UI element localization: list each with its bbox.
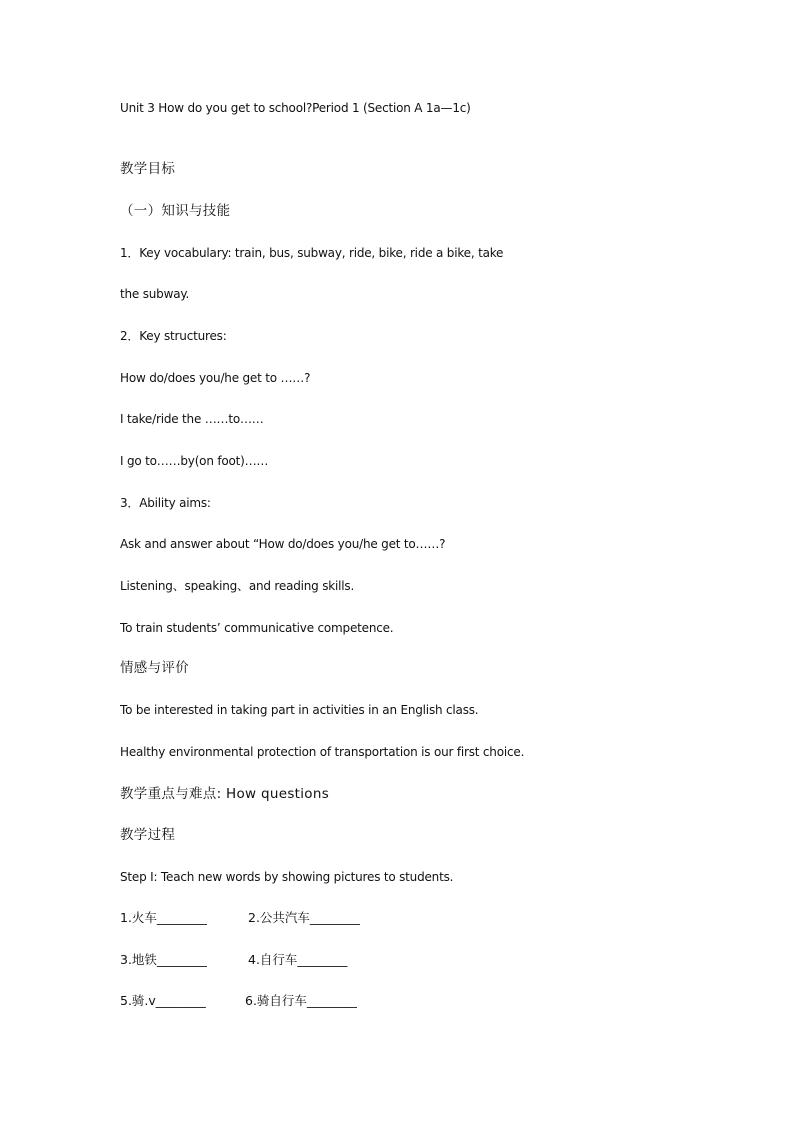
process-heading: 教学过程 — [120, 827, 176, 843]
structure-item-3: I go to……by(on foot)…… — [120, 454, 269, 468]
blank-item-6: 6.骑自行车________ — [245, 993, 357, 1008]
emotion-line-1: To be interested in taking part in activities in an English class. — [120, 703, 479, 717]
key-difficult-points: 教学重点与难点: How questions — [120, 786, 330, 802]
emotion-heading: 情感与评价 — [120, 660, 189, 676]
ability-aims-heading: 3．Ability aims: — [120, 496, 211, 510]
key-vocabulary-line-2: the subway. — [120, 287, 190, 301]
ability-item-3: To train students’ communicative competence. — [120, 621, 394, 635]
ability-item-1: Ask and answer about “How do/does you/he get to……? — [120, 537, 446, 551]
step-1: Step Ⅰ: Teach new words by showing pictures to students. — [120, 870, 454, 884]
objectives-heading: 教学目标 — [120, 161, 176, 177]
emotion-line-2: Healthy environmental protection of transportation is our first choice. — [120, 745, 525, 759]
blank-item-3: 3.地铁________ — [120, 952, 207, 967]
blank-item-2: 2.公共汽车________ — [248, 910, 360, 925]
key-structures-heading: 2．Key structures: — [120, 329, 227, 343]
blank-item-1: 1.火车________ — [120, 910, 207, 925]
structure-item-2: I take/ride the ……to…… — [120, 412, 264, 426]
ability-item-2: Listening、speaking、and reading skills. — [120, 579, 355, 593]
blank-item-4: 4.自行车________ — [248, 952, 348, 967]
page-title: Unit 3 How do you get to school?Period 1 (Section A 1a—1c) — [120, 101, 471, 115]
structure-item-1: How do/does you/he get to ……? — [120, 371, 311, 385]
knowledge-skills-heading: （一）知识与技能 — [120, 203, 231, 219]
key-vocabulary-line-1: 1．Key vocabulary: train, bus, subway, ride, bike, ride a bike, take — [120, 246, 504, 260]
blank-item-5: 5.骑.v________ — [120, 993, 206, 1008]
